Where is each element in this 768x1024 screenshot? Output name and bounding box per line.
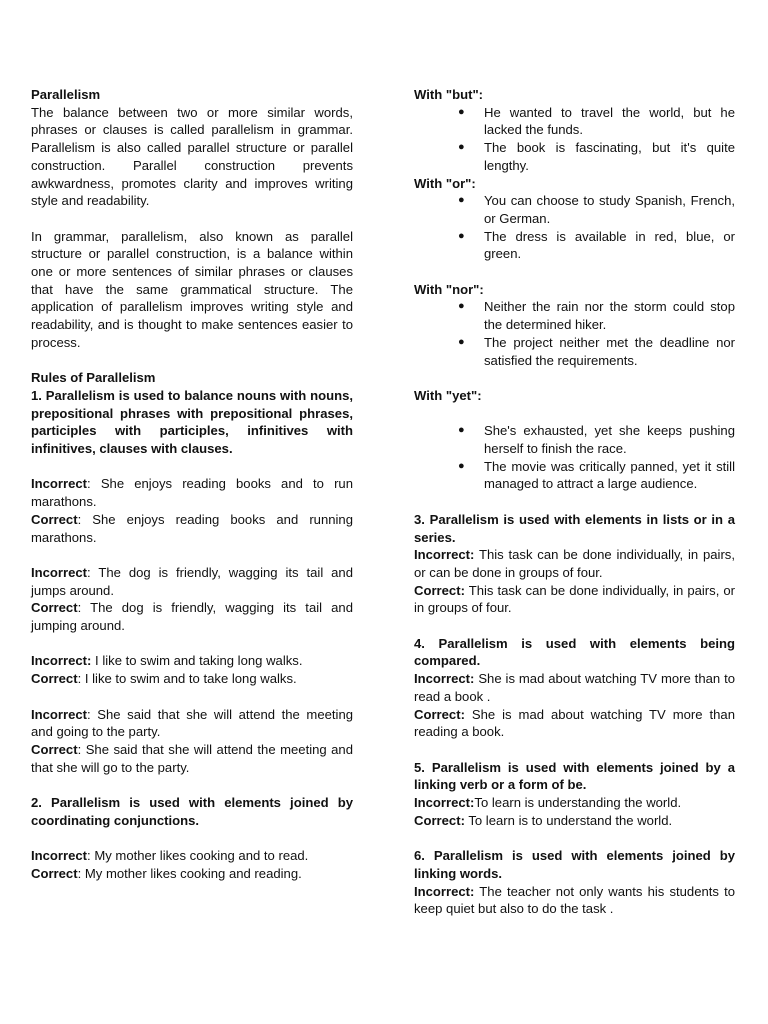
bullet-icon: ●: [458, 141, 465, 154]
incorrect-example: Incorrect: I like to swim and taking long walks.: [31, 653, 303, 669]
incorrect-example: Incorrect: This task can be done individually, in pairs, or can be done in groups of four.: [414, 547, 735, 580]
correct-example: Correct: My mother likes cooking and reading.: [31, 865, 302, 881]
rule-6: 6. Parallelism is used with elements joined by linking words.: [414, 848, 735, 881]
bullet-icon: ●: [458, 194, 465, 207]
rule-6-example: [414, 883, 735, 918]
list-item: ● You can choose to study Spanish, French, or German.: [458, 193, 735, 226]
page-title: Parallelism: [31, 87, 101, 102]
intro-paragraph-1: The balance between two or more similar words, phrases or clauses is called parallelism in grammar. Parallelism is also called parallel structure or parallel construction. Parallel construction prevents awkwardness, promotes clarity and improves writing style and readability.: [31, 104, 353, 209]
incorrect-example: Incorrect:To learn is understanding the world.: [414, 795, 682, 811]
rule-1: 1. Parallelism is used to balance nouns with nouns, prepositional phrases with prepositional phrases, participles with participles, infinitives with infinitives, clauses with clauses.: [31, 387, 353, 457]
with-or-heading: With "or":: [414, 175, 476, 191]
rule-1-example-2: [31, 564, 353, 635]
incorrect-example: Incorrect: My mother likes cooking and to read.: [31, 848, 309, 864]
rule-2-example: [31, 847, 353, 882]
incorrect-example: Incorrect: The dog is friendly, wagging its tail and jumps around.: [31, 564, 353, 598]
correct-example: Correct: She enjoys reading books and running marathons.: [31, 511, 353, 545]
correct-example: Correct: To learn is to understand the world.: [414, 812, 673, 828]
rule-1-example-4: [31, 706, 353, 777]
rule-1-example-1: [31, 475, 353, 546]
rule-2: 2. Parallelism is used with elements joined by coordinating conjunctions.: [31, 795, 353, 828]
list-item: ● The book is fascinating, but it's quite lengthy.: [458, 140, 735, 173]
nor-list: [414, 298, 735, 369]
with-but-heading: With "but":: [414, 87, 484, 102]
rule-3: 3. Parallelism is used with elements in lists or in a series.: [414, 511, 735, 545]
yet-list: [414, 422, 735, 493]
or-list: [414, 192, 735, 263]
correct-example: Correct: This task can be done individually, in pairs, or in groups of four.: [414, 582, 735, 616]
left-column: [31, 86, 353, 883]
list-item: ● The project neither met the deadline nor satisfied the requirements.: [458, 334, 735, 368]
rule-5: 5. Parallelism is used with elements joined by a linking verb or a form of be.: [414, 759, 735, 793]
bullet-icon: ●: [458, 229, 465, 242]
bullet-icon: ●: [458, 424, 465, 437]
bullet-icon: ●: [458, 300, 465, 313]
bullet-icon: ●: [458, 105, 465, 118]
correct-example: Correct: She said that she will attend the meeting and that she will go to the party.: [31, 741, 354, 775]
but-list: [414, 104, 735, 175]
incorrect-example: Incorrect: She said that she will attend the meeting and going to the party.: [31, 706, 354, 740]
bullet-icon: ●: [458, 459, 465, 472]
bullet-icon: ●: [458, 335, 465, 348]
right-column: [414, 86, 735, 918]
rule-4: 4. Parallelism is used with elements being compared.: [414, 635, 735, 669]
correct-example: Correct: I like to swim and to take long walks.: [31, 671, 297, 687]
incorrect-example: Incorrect: She enjoys reading books and to run marathons.: [31, 476, 353, 510]
incorrect-example: Incorrect: The teacher not only wants his students to keep quiet but also to do the task .: [414, 883, 735, 917]
incorrect-example: Incorrect: She is mad about watching TV more than to read a book .: [414, 671, 735, 704]
correct-example: Correct: The dog is friendly, wagging its tail and jumping around.: [31, 600, 353, 634]
list-item: ● He wanted to travel the world, but he lacked the funds.: [458, 104, 735, 138]
with-yet-heading: With "yet":: [414, 387, 482, 403]
rule-3-example: [414, 546, 735, 617]
list-item: ● Neither the rain nor the storm could stop the determined hiker.: [458, 299, 735, 333]
rules-heading: Rules of Parallelism: [31, 370, 156, 386]
list-item: ● The dress is available in red, blue, or green.: [458, 228, 735, 262]
list-item: ● The movie was critically panned, yet it still managed to attract a large audience.: [458, 458, 735, 492]
with-nor-heading: With "nor":: [414, 281, 484, 297]
correct-example: Correct: She is mad about watching TV more than reading a book.: [414, 706, 735, 740]
intro-paragraph-2: In grammar, parallelism, also known as parallel structure or parallel construction, is a balance within one or more sentences of similar phrases or clauses that have the same grammatical structure. The application of parallelism improves writing style and readability, and is thought to make sentences easier to process.: [31, 228, 353, 350]
list-item: ● She's exhausted, yet she keeps pushing herself to finish the race.: [458, 423, 735, 457]
rule-4-example: [414, 670, 735, 741]
rule-5-example: [414, 794, 735, 829]
rule-1-example-3: [31, 652, 353, 687]
